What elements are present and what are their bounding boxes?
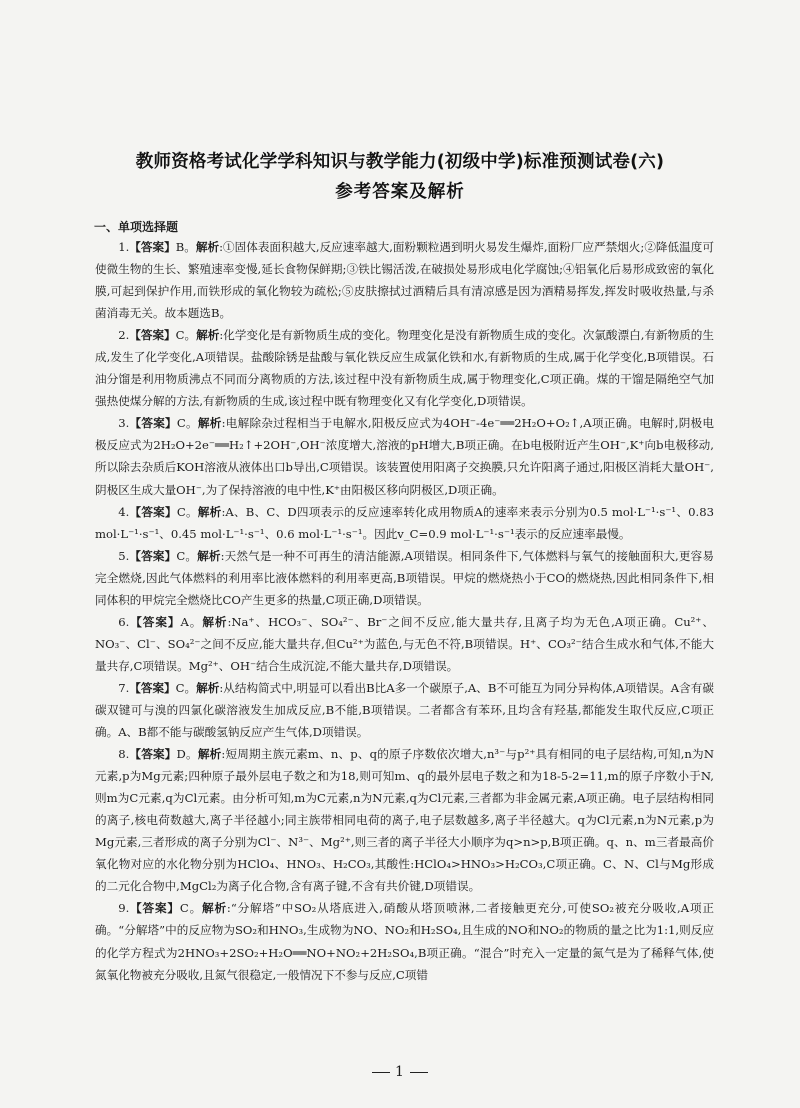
answer-label: 【答案】 (129, 328, 176, 343)
answer-item-6: 6.【答案】A。解析:Na⁺、HCO₃⁻、SO₄²⁻、Br⁻之间不反应,能大量共存,且离子均为无色,A项正确。Cu²⁺、NO₃⁻、Cl⁻、SO₄²⁻之间不反应,能大量共存,但Cu²⁺为蓝色,与无色不符,B项错误。H⁺、CO₃²⁻结合生成水和气体,不能大量共存,C项错误。Mg²⁺、OH⁻结合生成沉淀,不能大量共存,D项错误。 (95, 614, 714, 673)
answer-label: 【答案】 (129, 240, 176, 254)
analysis-text: 从结构简式中,明显可以看出B比A多一个碳原子,A、B不可能互为同分异构体,A项错误。A含有碳碳双键可与溴的四氯化碳溶液发生加成反应,B不能,B项错误。二者都含有苯环,且均含有羟基,都能发生取代反应,C项正确。A、B都不能与碳酸氢钠反应产生气体,D项错误。 (95, 680, 714, 740)
analysis-label: 解析 (202, 614, 228, 629)
answer-letter: C (175, 328, 185, 343)
answer-letter: B (175, 240, 185, 254)
analysis-text: 短周期主族元素m、n、p、q的原子序数依次增大,n³⁻与p²⁺具有相同的电子层结构,可知,n为N元素,p为Mg元素;四种原子最外层电子数之和为18,则可知m、q的最外层电子数之和为18-5-2=11,m的原子序数小于N,则m为C元素,q为Cl元素。由分析可知,m为C元素,n为N元素,q为Cl元素,三者都为非金属元素,A项正确。电子层结构相同的离子,核电荷数越大,离子半径越小;同主族带相同电荷的离子,电子层数越多,离子半径越大。q为Cl元素,n为N元素,p为Mg元素,三者形成的离子分别为Cl⁻、N³⁻、Mg²⁺,则三者的离子半径大小顺序为q>n>p,B项正确。q、n、m三者最高价氧化物对应的水化物分别为HClO₄、HNO₃、H₂CO₃,其酸性:HClO₄>HNO₃>H₂CO₃,C项正确。C、N、Cl与Mg形成的二元化合物中,MgCl₂为离子化合物,含有离子键,不含有共价键,D项错误。 (95, 747, 714, 894)
analysis-text: 电解除杂过程相当于电解水,阳极反应式为4OH⁻-4e⁻══2H₂O+O₂↑,A项正确。电解时,阴极电极反应式为2H₂O+2e⁻══H₂↑+2OH⁻,OH⁻浓度增大,溶液的pH增大,B项正确。在b电极附近产生OH⁻,K⁺向b电极移动,所以除去杂质后KOH溶液从液体出口b导出,C项错误。该装置使用阳离子交换膜,只允许阳离子通过,阳极区消耗大量OH⁻,阴极区生成大量OH⁻,为了保持溶液的电中性,K⁺由阳极区移向阴极区,D项正确。 (95, 416, 714, 497)
analysis-text: “分解塔”中SO₂从塔底进入,硝酸从塔顶喷淋,二者接触更充分,可使SO₂被充分吸收,A项正确。“分解塔”中的反应物为SO₂和HNO₃,生成物为NO、NO₂和H₂SO₄,且生成的NO和NO₂的物质的量之比为1:1,则反应的化学方程式为2HNO₃+2SO₂+H₂O══NO+NO₂+2H₂SO₄,B项正确。“混合”时充入一定量的氮气是为了稀释气体,使氮氧化物被充分吸收,且氮气很稳定,一般情况下不参与反应,C项错 (95, 901, 714, 982)
answer-item-2: 2.【答案】C。解析:化学变化是有新物质生成的变化。物理变化是没有新物质生成的变化。次氯酸漂白,有新物质的生成,发生了化学变化,A项错误。盐酸除锈是盐酸与氧化铁反应生成氯化铁和水,有新物质的生成,属于化学变化,B项错误。石油分馏是利用物质沸点不同而分离物质的方法,该过程中没有新物质生成,属于物理变化,C项正确。煤的干馏是隔绝空气加强热使煤分解的方法,有新物质的生成,该过程中既有物理变化又有化学变化,D项错误。 (95, 328, 714, 409)
answer-label: 【答案】 (129, 548, 177, 563)
analysis-label: 解析 (196, 680, 220, 695)
answer-item-9: 9.【答案】C。解析:“分解塔”中SO₂从塔底进入,硝酸从塔顶喷淋,二者接触更充分,可使SO₂被充分吸收,A项正确。“分解塔”中的反应物为SO₂和HNO₃,生成物为NO、NO₂和H₂SO₄,且生成的NO和NO₂的物质的量之比为1:1,则反应的化学方程式为2HNO₃+2SO₂+H₂O══NO+NO₂+2H₂SO₄,B项正确。“混合”时充入一定量的氮气是为了稀释气体,使氮氧化物被充分吸收,且氮气很稳定,一般情况下不参与反应,C项错 (95, 901, 714, 982)
answer-item-1: 1.【答案】B。解析:①固体表面积越大,反应速率越大,面粉颗粒遇到明火易发生爆炸,面粉厂应严禁烟火;②降低温度可使微生物的生长、繁殖速率变慢,延长食物保鲜期;③铁比锡活泼,在破损处易形成电化学腐蚀;④铝氧化后易形成致密的氧化膜,可起到保护作用,而铁形成的氧化物较为疏松;⑤皮肤擦拭过酒精后具有清凉感是因为酒精易挥发,挥发时吸收热量,与杀菌消毒无关。故本题选B。 (95, 240, 714, 321)
answer-label: 【答案】 (129, 416, 177, 431)
answer-letter: A (180, 614, 189, 629)
item-number: 2. (118, 328, 130, 343)
item-number: 9. (118, 901, 130, 916)
answer-letter: C (176, 416, 186, 431)
item-number: 7. (118, 680, 130, 695)
analysis-text: A、B、C、D四项表示的反应速率转化成用物质A的速率来表示分别为0.5 mol·L⁻¹·s⁻¹、0.83 mol·L⁻¹·s⁻¹、0.45 mol·L⁻¹·s⁻¹、0.6 mol·L⁻¹·s⁻¹。因此v_C=0.9 mol·L⁻¹·s⁻¹表示的反应速率最慢。 (95, 504, 714, 541)
item-number: 1. (118, 240, 130, 254)
answer-letter: C (175, 680, 185, 695)
answer-item-5: 5.【答案】C。解析:天然气是一种不可再生的清洁能源,A项错误。相同条件下,气体燃料与氧气的接触面积大,更容易完全燃烧,因此气体燃料的利用率比液体燃料的利用率更高,B项错误。甲烷的燃烧热小于CO的燃烧热,因此相同条件下,相同体积的甲烷完全燃烧比CO产生更多的热量,C项正确,D项错误。 (95, 548, 714, 607)
answer-label: 【答案】 (129, 504, 177, 519)
answer-letter: C (176, 504, 186, 519)
answer-label: 【答案】 (129, 747, 177, 762)
document-title: 教师资格考试化学学科知识与教学能力(初级中学)标准预测试卷(六) (135, 152, 665, 172)
document-subtitle: 参考答案及解析 (335, 182, 465, 202)
answer-letter: D (176, 747, 186, 762)
analysis-text: 天然气是一种不可再生的清洁能源,A项错误。相同条件下,气体燃料与氧气的接触面积大,更容易完全燃烧,因此气体燃料的利用率比液体燃料的利用率更高,B项错误。甲烷的燃烧热小于CO的燃烧热,因此相同条件下,相同体积的甲烷完全燃烧比CO产生更多的热量,C项正确,D项错误。 (95, 548, 714, 607)
analysis-label: 解析 (202, 901, 227, 916)
analysis-label: 解析 (197, 504, 222, 519)
analysis-text: ①固体表面积越大,反应速率越大,面粉颗粒遇到明火易发生爆炸,面粉厂应严禁烟火;②降低温度可使微生物的生长、繁殖速率变慢,延长食物保鲜期;③铁比锡活泼,在破损处易形成电化学腐蚀;④铝氧化后易形成致密的氧化膜,可起到保护作用,而铁形成的氧化物较为疏松;⑤皮肤擦拭过酒精后具有清凉感是因为酒精易挥发,挥发时吸收热量,与杀菌消毒无关。故本题选B。 (95, 240, 714, 321)
answer-letter: C (176, 548, 186, 563)
section-heading: 一、单项选择题 (94, 220, 179, 234)
analysis-label: 解析 (197, 548, 221, 563)
analysis-text: 化学变化是有新物质生成的变化。物理变化是没有新物质生成的变化。次氯酸漂白,有新物质的生成,发生了化学变化,A项错误。盐酸除锈是盐酸与氧化铁反应生成氯化铁和水,有新物质的生成,属于化学变化,B项错误。石油分馏是利用物质沸点不同而分离物质的方法,该过程中没有新物质生成,属于物理变化,C项正确。煤的干馏是隔绝空气加强热使煤分解的方法,有新物质的生成,该过程中既有物理变化又有化学变化,D项错误。 (95, 328, 714, 409)
item-number: 6. (118, 614, 130, 629)
answer-list (95, 236, 714, 986)
item-number: 8. (118, 747, 130, 762)
item-number: 3. (118, 416, 130, 431)
answer-letter: C (179, 901, 189, 916)
analysis-label: 解析 (197, 747, 222, 762)
answer-label: 【答案】 (129, 901, 180, 916)
analysis-label: 解析 (195, 240, 220, 254)
analysis-text: Na⁺、HCO₃⁻、SO₄²⁻、Br⁻之间不反应,能大量共存,且离子均为无色,A项正确。Cu²⁺、NO₃⁻、Cl⁻、SO₄²⁻之间不反应,能大量共存,但Cu²⁺为蓝色,与无色不符,B项错误。H⁺、CO₃²⁻结合生成水和气体,不能大量共存,C项错误。Mg²⁺、OH⁻结合生成沉淀,不能大量共存,D项错误。 (95, 614, 714, 673)
analysis-label: 解析 (196, 328, 220, 343)
answer-item-4: 4.【答案】C。解析:A、B、C、D四项表示的反应速率转化成用物质A的速率来表示分别为0.5 mol·L⁻¹·s⁻¹、0.83 mol·L⁻¹·s⁻¹、0.45 mol·L⁻¹·s⁻¹、0.6 mol·L⁻¹·s⁻¹。因此v_C=0.9 mol·L⁻¹·s⁻¹表示的反应速率最慢。 (95, 504, 714, 541)
answer-label: 【答案】 (129, 680, 176, 695)
answer-item-7: 7.【答案】C。解析:从结构简式中,明显可以看出B比A多一个碳原子,A、B不可能互为同分异构体,A项错误。A含有碳碳双键可与溴的四氯化碳溶液发生加成反应,B不能,B项错误。二者都含有苯环,且均含有羟基,都能发生取代反应,C项正确。A、B都不能与碳酸氢钠反应产生气体,D项错误。 (95, 680, 714, 740)
analysis-label: 解析 (197, 416, 222, 431)
answer-label: 【答案】 (129, 614, 181, 629)
answer-item-3: 3.【答案】C。解析:电解除杂过程相当于电解水,阳极反应式为4OH⁻-4e⁻══2H₂O+O₂↑,A项正确。电解时,阴极电极反应式为2H₂O+2e⁻══H₂↑+2OH⁻,OH⁻浓度增大,溶液的pH增大,B项正确。在b电极附近产生OH⁻,K⁺向b电极移动,所以除去杂质后KOH溶液从液体出口b导出,C项错误。该装置使用阳离子交换膜,只允许阳离子通过,阳极区消耗大量OH⁻,阴极区生成大量OH⁻,为了保持溶液的电中性,K⁺由阳极区移向阴极区,D项正确。 (95, 416, 714, 497)
answer-item-8: 8.【答案】D。解析:短周期主族元素m、n、p、q的原子序数依次增大,n³⁻与p²⁺具有相同的电子层结构,可知,n为N元素,p为Mg元素;四种原子最外层电子数之和为18,则可知m、q的最外层电子数之和为18-5-2=11,m的原子序数小于N,则m为C元素,q为Cl元素。由分析可知,m为C元素,n为N元素,q为Cl元素,三者都为非金属元素,A项正确。电子层结构相同的离子,核电荷数越大,离子半径越小;同主族带相同电荷的离子,电子层数越多,离子半径越大。q为Cl元素,n为N元素,p为Mg元素,三者形成的离子分别为Cl⁻、N³⁻、Mg²⁺,则三者的离子半径大小顺序为q>n>p,B项正确。q、n、m三者最高价氧化物对应的水化物分别为HClO₄、HNO₃、H₂CO₃,其酸性:HClO₄>HNO₃>H₂CO₃,C项正确。C、N、Cl与Mg形成的二元化合物中,MgCl₂为离子化合物,含有离子键,不含有共价键,D项错误。 (95, 747, 714, 894)
page-number: 1 (0, 1064, 800, 1080)
item-number: 4. (118, 504, 130, 519)
item-number: 5. (118, 548, 130, 563)
